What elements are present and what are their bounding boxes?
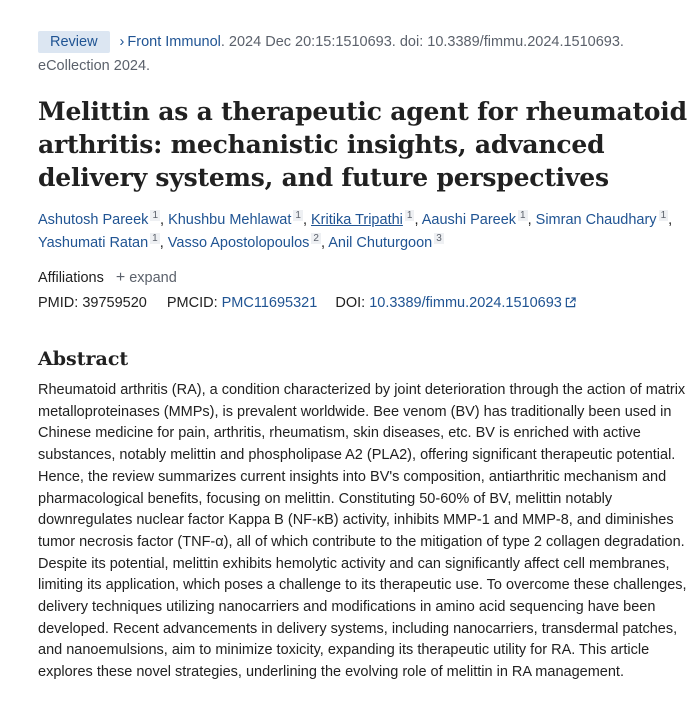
author-link[interactable]: Vasso Apostolopoulos bbox=[167, 235, 310, 251]
expand-label: expand bbox=[129, 270, 177, 286]
affiliation-ref[interactable]: 1 bbox=[520, 210, 526, 222]
plus-icon: + bbox=[115, 269, 126, 286]
abstract-heading: Abstract bbox=[38, 348, 129, 370]
external-link-icon[interactable] bbox=[565, 297, 576, 308]
affiliation-ref[interactable]: 2 bbox=[313, 233, 319, 245]
pmid-label: PMID: bbox=[38, 295, 79, 311]
pmid-value: 39759520 bbox=[82, 295, 147, 311]
author-link[interactable]: Ashutosh Pareek bbox=[38, 212, 149, 228]
chevron-right-icon[interactable]: › bbox=[119, 34, 125, 50]
citation-details: . 2024 Dec 20:15:1510693. doi: 10.3389/fimmu.2024.1510693. bbox=[220, 34, 624, 50]
expand-affiliations-button[interactable] bbox=[116, 270, 177, 286]
pmcid-link[interactable]: PMC11695321 bbox=[221, 295, 318, 311]
pmcid-label: PMCID: bbox=[166, 295, 218, 311]
affiliation-ref[interactable]: 1 bbox=[660, 210, 667, 222]
affiliations-label: Affiliations bbox=[38, 270, 104, 286]
affiliation-ref[interactable]: 1 bbox=[295, 210, 301, 222]
author-list: Ashutosh Pareek $^1$ , Khushbu Mehlawat $^1$ , Kritika Tripathi $^1$ , Aaushi Pareek $^1$ , Simran Chaudhary $^1$ , Yashumati Ratan $^1$ , Vasso Apostolopoulos $^2$ , Anil Chuturgoon $^3$ bbox=[38, 210, 673, 251]
journal-link[interactable]: Front Immunol bbox=[127, 34, 221, 50]
review-badge: Review bbox=[38, 31, 110, 53]
author-link[interactable]: Anil Chuturgoon bbox=[328, 235, 433, 251]
affiliations-row bbox=[38, 267, 688, 289]
author-link[interactable]: Khushbu Mehlawat bbox=[168, 212, 292, 228]
abstract-text: Rheumatoid arthritis (RA), a condition characterized by joint deterioration through the action of matrix metalloproteinases (MMPs), is prevalent worldwide. Bee venom (BV) has traditionally been used in Chinese medicine for pain, arthritis, rheumatism, skin diseases, etc. BV is enriched with active substances, notably melittin and phospholipase A2 (PLA2), offering significant therapeutic potential. Hence, the review summarizes current insights into BV's composition, antiarthritic mechanism and pharmacological benefits, focusing on melittin. Constituting 50-60% of BV, melittin notably downregulates nuclear factor Kappa B (NF-κB) activity, inhibits MMP-1 and MMP-8, and diminishes tumor necrosis factor (TNF-α), all of which contribute to the mitigation of type 2 collagen degradation. Despite its potential, melittin exhibits hemolytic activity and can significantly affect cell membranes, limiting its application, which poses a challenge to its therapeutic use. To overcome these challenges, delivery techniques utilizing nanocarriers and modifications in amino acid sequencing have been developed. Recent advancements in delivery systems, including nanocarriers, transdermal patches, and nanoemulsions, aim to minimize toxicity, expanding its therapeutic utility for RA. This article explores these novel strategies, underlining the evolving role of melittin in RA management. bbox=[38, 382, 687, 681]
affiliation-ref[interactable]: 1 bbox=[152, 210, 158, 222]
citation-line bbox=[38, 30, 688, 55]
author-link[interactable]: Aaushi Pareek bbox=[421, 212, 517, 228]
doi-link[interactable]: 10.3389/fimmu.2024.1510693 bbox=[369, 295, 562, 311]
author-link[interactable]: Simran Chaudhary bbox=[535, 212, 657, 228]
doi-label: DOI: bbox=[335, 295, 366, 311]
author-link[interactable]: Kritika Tripathi bbox=[311, 212, 403, 228]
affiliation-ref[interactable]: 3 bbox=[436, 233, 442, 245]
ecollection-line: eCollection 2024. bbox=[38, 58, 151, 74]
author-link[interactable]: Yashumati Ratan bbox=[38, 235, 149, 251]
affiliation-ref[interactable]: 1 bbox=[406, 210, 413, 222]
article-title: Melittin as a therapeutic agent for rheumatoid arthritis: mechanistic insights, advanced delivery systems, and future perspectives bbox=[38, 97, 687, 192]
article-page bbox=[38, 30, 688, 684]
affiliation-ref[interactable]: 1 bbox=[152, 233, 158, 245]
identifiers-row bbox=[38, 292, 688, 314]
